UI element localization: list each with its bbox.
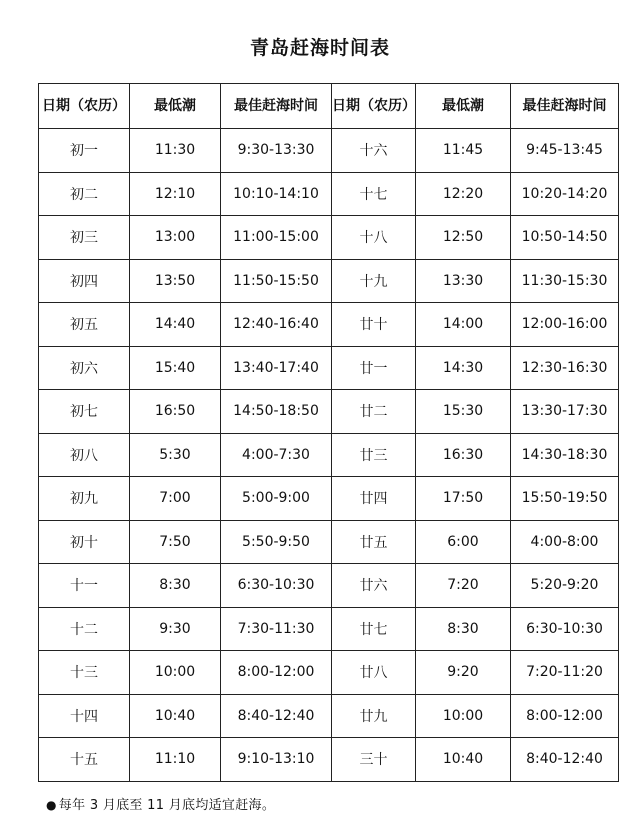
cell-best-time-right: 8:00-12:00 [511,694,619,738]
table-row [39,520,619,564]
cell-date: 初一 [39,129,130,173]
cell-low-tide-right: 7:20 [416,564,511,608]
cell-best-time-right: 6:30-10:30 [511,607,619,651]
cell-low-tide: 10:40 [130,694,221,738]
cell-best-time-right: 13:30-17:30 [511,390,619,434]
cell-date-right: 十六 [332,129,416,173]
header-date: 日期（农历） [39,84,130,129]
cell-best-time: 6:30-10:30 [221,564,332,608]
cell-date-right: 廿七 [332,607,416,651]
page-title: 青岛赶海时间表 [249,37,390,59]
cell-date: 十一 [39,564,130,608]
cell-low-tide: 11:10 [130,738,221,782]
cell-best-time-right: 9:45-13:45 [511,129,619,173]
table-row [39,607,619,651]
table-row [39,738,619,782]
cell-best-time-right: 12:30-16:30 [511,346,619,390]
cell-best-time: 4:00-7:30 [221,433,332,477]
cell-best-time: 7:30-11:30 [221,607,332,651]
cell-low-tide-right: 12:50 [416,216,511,260]
cell-date-right: 廿十 [332,303,416,347]
cell-low-tide-right: 10:00 [416,694,511,738]
cell-date-right: 廿二 [332,390,416,434]
cell-low-tide-right: 16:30 [416,433,511,477]
table-row [39,694,619,738]
cell-date-right: 廿三 [332,433,416,477]
cell-best-time-right: 15:50-19:50 [511,477,619,521]
cell-low-tide-right: 15:30 [416,390,511,434]
cell-best-time: 11:00-15:00 [221,216,332,260]
cell-date: 初二 [39,172,130,216]
cell-best-time: 9:10-13:10 [221,738,332,782]
cell-date-right: 廿一 [332,346,416,390]
cell-low-tide: 8:30 [130,564,221,608]
cell-low-tide-right: 8:30 [416,607,511,651]
header-date-right: 日期（农历） [332,84,416,129]
cell-low-tide: 7:00 [130,477,221,521]
header-best-time-right: 最佳赶海时间 [511,84,619,129]
cell-best-time-right: 12:00-16:00 [511,303,619,347]
cell-low-tide-right: 14:00 [416,303,511,347]
table-row [39,651,619,695]
cell-best-time: 10:10-14:10 [221,172,332,216]
cell-date-right: 十七 [332,172,416,216]
cell-low-tide: 16:50 [130,390,221,434]
cell-date: 初七 [39,390,130,434]
cell-date: 初八 [39,433,130,477]
cell-date: 十五 [39,738,130,782]
table-row [39,259,619,303]
cell-low-tide-right: 13:30 [416,259,511,303]
cell-best-time-right: 14:30-18:30 [511,433,619,477]
cell-low-tide: 9:30 [130,607,221,651]
cell-low-tide: 11:30 [130,129,221,173]
table-row [39,433,619,477]
cell-best-time-right: 10:50-14:50 [511,216,619,260]
cell-date: 初五 [39,303,130,347]
cell-best-time-right: 8:40-12:40 [511,738,619,782]
cell-low-tide-right: 11:45 [416,129,511,173]
bullet-icon: ● [46,798,57,812]
cell-date: 初十 [39,520,130,564]
header-low-tide-right: 最低潮 [416,84,511,129]
cell-date-right: 廿四 [332,477,416,521]
cell-best-time: 13:40-17:40 [221,346,332,390]
cell-date: 初四 [39,259,130,303]
cell-date-right: 十八 [332,216,416,260]
cell-best-time: 5:00-9:00 [221,477,332,521]
tide-table [38,83,619,782]
cell-best-time: 5:50-9:50 [221,520,332,564]
cell-low-tide-right: 10:40 [416,738,511,782]
cell-best-time: 8:40-12:40 [221,694,332,738]
cell-low-tide: 15:40 [130,346,221,390]
footer-note [46,794,275,813]
cell-date-right: 十九 [332,259,416,303]
cell-date-right: 廿五 [332,520,416,564]
cell-low-tide: 7:50 [130,520,221,564]
cell-best-time: 14:50-18:50 [221,390,332,434]
table-row [39,477,619,521]
cell-best-time-right: 11:30-15:30 [511,259,619,303]
cell-best-time-right: 10:20-14:20 [511,172,619,216]
cell-low-tide-right: 17:50 [416,477,511,521]
cell-low-tide: 5:30 [130,433,221,477]
cell-best-time-right: 4:00-8:00 [511,520,619,564]
table-row [39,129,619,173]
header-low-tide: 最低潮 [130,84,221,129]
cell-low-tide-right: 12:20 [416,172,511,216]
cell-low-tide-right: 6:00 [416,520,511,564]
cell-date-right: 廿九 [332,694,416,738]
table-row [39,346,619,390]
cell-date: 十二 [39,607,130,651]
cell-date-right: 廿六 [332,564,416,608]
table-row [39,216,619,260]
cell-low-tide: 14:40 [130,303,221,347]
cell-date: 初六 [39,346,130,390]
cell-best-time-right: 5:20-9:20 [511,564,619,608]
cell-best-time-right: 7:20-11:20 [511,651,619,695]
cell-date: 初三 [39,216,130,260]
header-best-time: 最佳赶海时间 [221,84,332,129]
cell-low-tide: 13:00 [130,216,221,260]
cell-date: 十三 [39,651,130,695]
cell-date: 十四 [39,694,130,738]
cell-low-tide: 10:00 [130,651,221,695]
table-row [39,303,619,347]
cell-low-tide-right: 14:30 [416,346,511,390]
cell-date: 初九 [39,477,130,521]
cell-low-tide-right: 9:20 [416,651,511,695]
cell-low-tide: 13:50 [130,259,221,303]
table-row [39,172,619,216]
cell-best-time: 11:50-15:50 [221,259,332,303]
table-row [39,390,619,434]
cell-date-right: 三十 [332,738,416,782]
cell-best-time: 8:00-12:00 [221,651,332,695]
cell-date-right: 廿八 [332,651,416,695]
cell-low-tide: 12:10 [130,172,221,216]
cell-best-time: 9:30-13:30 [221,129,332,173]
cell-best-time: 12:40-16:40 [221,303,332,347]
table-row [39,564,619,608]
header-row [39,84,619,129]
footer-note-text: 每年 3 月底至 11 月底均适宜赶海。 [58,798,276,813]
